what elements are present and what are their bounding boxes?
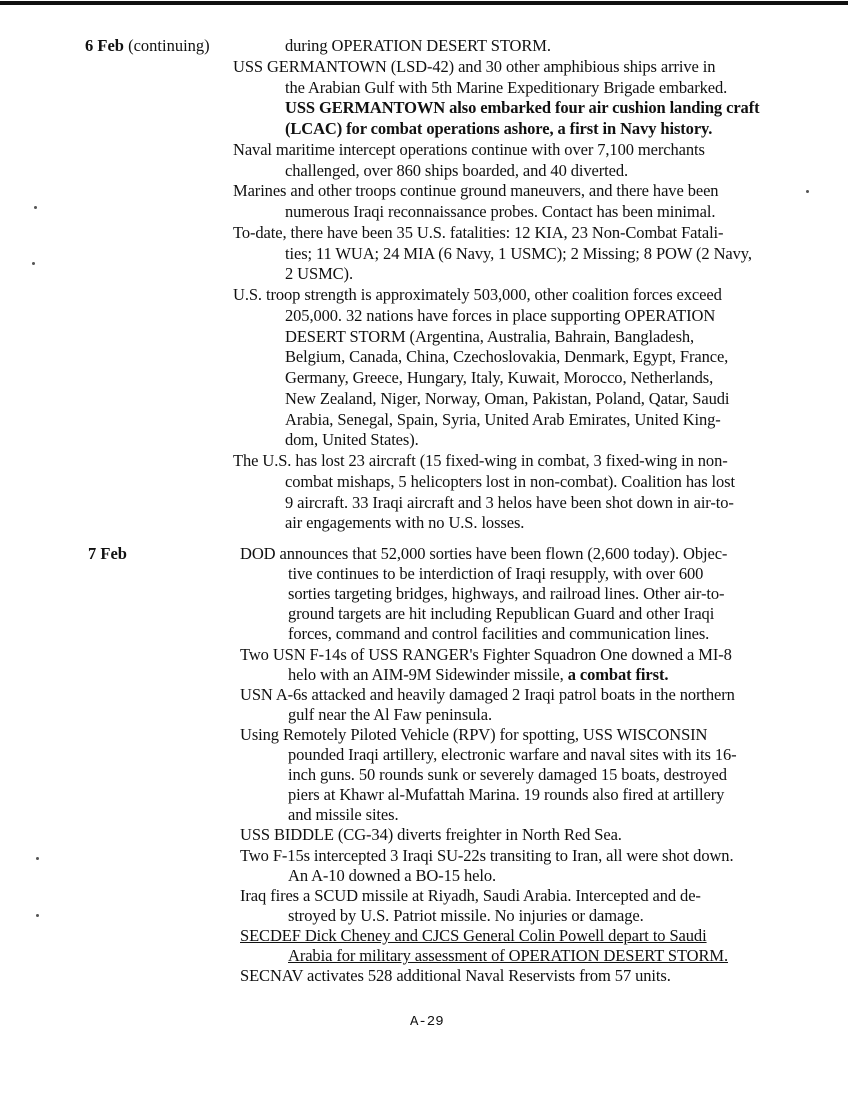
entry-line <box>285 430 419 450</box>
entry-text: challenged, over 860 ships boarded, and 40 diverted. <box>285 160 629 180</box>
entry-text: SECDEF Dick Cheney and CJCS General Colin Powell depart to Saudi <box>240 925 707 945</box>
scan-speck <box>806 190 809 193</box>
entry-text: USS GERMANTOWN (LSD-42) and 30 other amphibious ships arrive in <box>233 56 716 76</box>
entry-text: USN A-6s attacked and heavily damaged 2 Iraqi patrol boats in the northern <box>240 684 735 704</box>
entry-text: helo with an AIM-9M Sidewinder missile, <box>288 664 568 684</box>
entry-line <box>285 389 729 409</box>
entry-text: DESERT STORM (Argentina, Australia, Bahrain, Bangladesh, <box>285 326 695 346</box>
entry-text: Two USN F-14s of USS RANGER's Fighter Squadron One downed a MI-8 <box>240 644 732 664</box>
entry-text: DOD announces that 52,000 sorties have been flown (2,600 today). Objec- <box>240 544 728 563</box>
entry-line <box>288 584 724 604</box>
entry-line <box>285 410 721 430</box>
entry-text: Marines and other troops continue ground maneuvers, and there have been <box>233 181 719 201</box>
entry-text: during OPERATION DESERT STORM. <box>285 36 551 55</box>
entry-line <box>240 685 735 705</box>
entry-text: 9 aircraft. 33 Iraqi aircraft and 3 helos have been shot down in air-to- <box>285 492 734 512</box>
entry-text: stroyed by U.S. Patriot missile. No injuries or damage. <box>288 905 644 925</box>
top-border-rule <box>0 1 848 5</box>
entry-line <box>233 181 718 201</box>
entry-text: The U.S. has lost 23 aircraft (15 fixed-wing in combat, 3 fixed-wing in non- <box>233 451 728 470</box>
entry-text: New Zealand, Niger, Norway, Oman, Pakistan, Poland, Qatar, Saudi <box>285 388 730 408</box>
entry-line <box>285 244 752 264</box>
scan-speck <box>34 206 37 209</box>
entry-line <box>240 966 671 986</box>
entry-text: tive continues to be interdiction of Iraqi resupply, with over 600 <box>288 564 704 584</box>
entry-text: numerous Iraqi reconnaissance probes. Contact has been minimal. <box>285 202 716 221</box>
entry-text: USS GERMANTOWN also embarked four air cushion landing craft <box>285 98 760 118</box>
entry-line <box>285 36 551 56</box>
entry-line <box>288 946 728 966</box>
entry-text: forces, command and control facilities and communication lines. <box>288 624 710 644</box>
entry-line <box>288 866 496 886</box>
entry-text: the Arabian Gulf with 5th Marine Expeditionary Brigade embarked. <box>285 77 728 97</box>
entry-text: Iraq fires a SCUD missile at Riyadh, Saudi Arabia. Intercepted and de- <box>240 885 701 905</box>
entry-line <box>288 604 714 624</box>
entry-line <box>285 513 524 533</box>
entry-line <box>240 886 701 906</box>
entry-text: Arabia, Senegal, Spain, Syria, United Arab Emirates, United King- <box>285 409 721 429</box>
entry-line <box>285 472 735 492</box>
entry-text: inch guns. 50 rounds sunk or severely damaged 15 boats, destroyed <box>288 765 727 785</box>
entry-text: Arabia for military assessment of OPERATION DESERT STORM. <box>288 946 729 965</box>
entry-line <box>233 223 723 243</box>
entry-line <box>288 765 727 785</box>
entry-text: Two F-15s intercepted 3 Iraqi SU-22s transiting to Iran, all were shot down. <box>240 845 734 865</box>
entry-text: combat mishaps, 5 helicopters lost in non-combat). Coalition has lost <box>285 471 735 491</box>
entry-text: USS BIDDLE (CG-34) diverts freighter in North Red Sea. <box>240 825 622 845</box>
entry-text: An A-10 downed a BO-15 helo. <box>288 865 497 885</box>
entry-line <box>233 140 705 160</box>
entry-text: 205,000. 32 nations have forces in place supporting OPERATION <box>285 305 716 325</box>
entry-line <box>240 725 707 745</box>
date-day: 6 Feb <box>85 36 124 55</box>
date-label-6-feb <box>85 36 210 56</box>
date-day: 7 Feb <box>88 544 127 563</box>
entry-text: SECNAV activates 528 additional Naval Reservists from 57 units. <box>240 966 671 986</box>
entry-text: Naval maritime intercept operations continue with over 7,100 merchants <box>233 139 705 159</box>
entry-text: air engagements with no U.S. losses. <box>285 513 525 533</box>
entry-line <box>240 846 733 866</box>
entry-line <box>285 119 712 139</box>
entry-line <box>285 78 727 98</box>
entry-line <box>285 493 734 513</box>
entry-text: piers at Khawr al-Mufattah Marina. 19 rounds also fired at artillery <box>288 785 725 805</box>
date-label-7-feb <box>88 544 127 564</box>
entry-text: pounded Iraqi artillery, electronic warfare and naval sites with its 16- <box>288 745 737 764</box>
entry-text: and missile sites. <box>288 805 399 825</box>
entry-line <box>240 825 622 845</box>
entry-line <box>288 665 668 685</box>
entry-line <box>285 161 628 181</box>
entry-text: dom, United States). <box>285 430 419 450</box>
scan-speck <box>32 262 35 265</box>
entry-text: 2 USMC). <box>285 264 353 284</box>
page-number: A-29 <box>410 1014 444 1030</box>
entry-bold-text: a combat first. <box>567 664 669 684</box>
entry-text: (LCAC) for combat operations ashore, a first in Navy history. <box>285 119 713 138</box>
entry-line <box>288 564 703 584</box>
entry-line <box>233 57 715 77</box>
entry-line <box>285 368 713 388</box>
entry-line <box>288 624 709 644</box>
scan-speck <box>36 914 39 917</box>
entry-line <box>285 98 760 118</box>
entry-line <box>285 264 353 284</box>
entry-line <box>288 906 644 926</box>
entry-line <box>288 745 737 765</box>
entry-line <box>288 785 724 805</box>
entry-text: Using Remotely Piloted Vehicle (RPV) for spotting, USS WISCONSIN <box>240 724 708 744</box>
entry-text: ground targets are hit including Republican Guard and other Iraqi <box>288 604 715 624</box>
entry-text: U.S. troop strength is approximately 503,000, other coalition forces exceed <box>233 285 722 304</box>
entry-text: To-date, there have been 35 U.S. fatalities: 12 KIA, 23 Non-Combat Fatali- <box>233 222 724 242</box>
entry-text: sorties targeting bridges, highways, and railroad lines. Other air-to- <box>288 584 725 604</box>
entry-line <box>240 544 727 564</box>
entry-line <box>240 645 732 665</box>
entry-text: ties; 11 WUA; 24 MIA (6 Navy, 1 USMC); 2 Missing; 8 POW (2 Navy, <box>285 243 752 263</box>
entry-line <box>233 285 722 305</box>
entry-text: Belgium, Canada, China, Czechoslovakia, Denmark, Egypt, France, <box>285 347 729 367</box>
entry-line <box>285 202 715 222</box>
entry-line <box>240 926 707 946</box>
entry-line <box>285 306 715 326</box>
entry-text: Germany, Greece, Hungary, Italy, Kuwait, Morocco, Netherlands, <box>285 368 714 387</box>
scan-speck <box>36 857 39 860</box>
entry-line <box>285 327 694 347</box>
entry-line <box>285 347 728 367</box>
date-note: (continuing) <box>123 36 210 55</box>
entry-line <box>288 805 399 825</box>
entry-line <box>288 705 492 725</box>
entry-text: gulf near the Al Faw peninsula. <box>288 704 493 724</box>
entry-line <box>233 451 728 471</box>
